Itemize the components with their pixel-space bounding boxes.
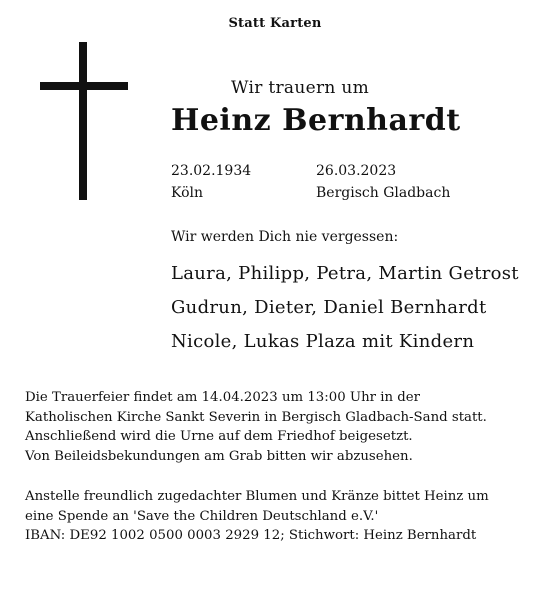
birth-place: Köln [171, 185, 204, 201]
birth-date: 23.02.1934 [171, 163, 252, 179]
farewell-line: Wir werden Dich nie vergessen: [171, 229, 399, 245]
donation-line: IBAN: DE92 1002 0500 0003 2929 12; Stichwort: Heinz Bernhardt [25, 528, 477, 543]
donation-paragraph [25, 487, 535, 546]
death-date: 26.03.2023 [316, 163, 397, 179]
donation-line: Anstelle freundlich zugedachter Blumen und Kränze bittet Heinz um [25, 489, 489, 504]
latin-cross-icon [40, 42, 128, 200]
mourner-line: Laura, Philipp, Petra, Martin Getrost [171, 263, 519, 284]
death-place: Bergisch Gladbach [316, 185, 451, 201]
service-line: Katholischen Kirche Sankt Severin in Bergisch Gladbach-Sand statt. [25, 409, 487, 425]
service-line: Von Beileidsbekundungen am Grab bitten wir abzusehen. [25, 448, 413, 464]
mourning-intro: Wir trauern um [231, 78, 369, 98]
cross-vertical-beam [79, 42, 87, 200]
birth-info [171, 160, 251, 204]
death-info [316, 160, 450, 204]
service-line: Anschließend wird die Urne auf dem Friedhof beigesetzt. [25, 429, 413, 444]
donation-line: eine Spende an 'Save the Children Deutschland e.V.' [25, 508, 379, 524]
deceased-name: Heinz Bernhardt [171, 103, 461, 138]
service-line: Die Trauerfeier findet am 14.04.2023 um 13:00 Uhr in der [25, 390, 421, 405]
service-paragraph [25, 388, 535, 466]
mourners-list [171, 257, 519, 359]
cross-horizontal-beam [40, 82, 128, 90]
mourner-line: Nicole, Lukas Plaza mit Kindern [171, 331, 475, 352]
mourner-line: Gudrun, Dieter, Daniel Bernhardt [171, 297, 487, 318]
notice-header: Statt Karten [228, 16, 322, 31]
